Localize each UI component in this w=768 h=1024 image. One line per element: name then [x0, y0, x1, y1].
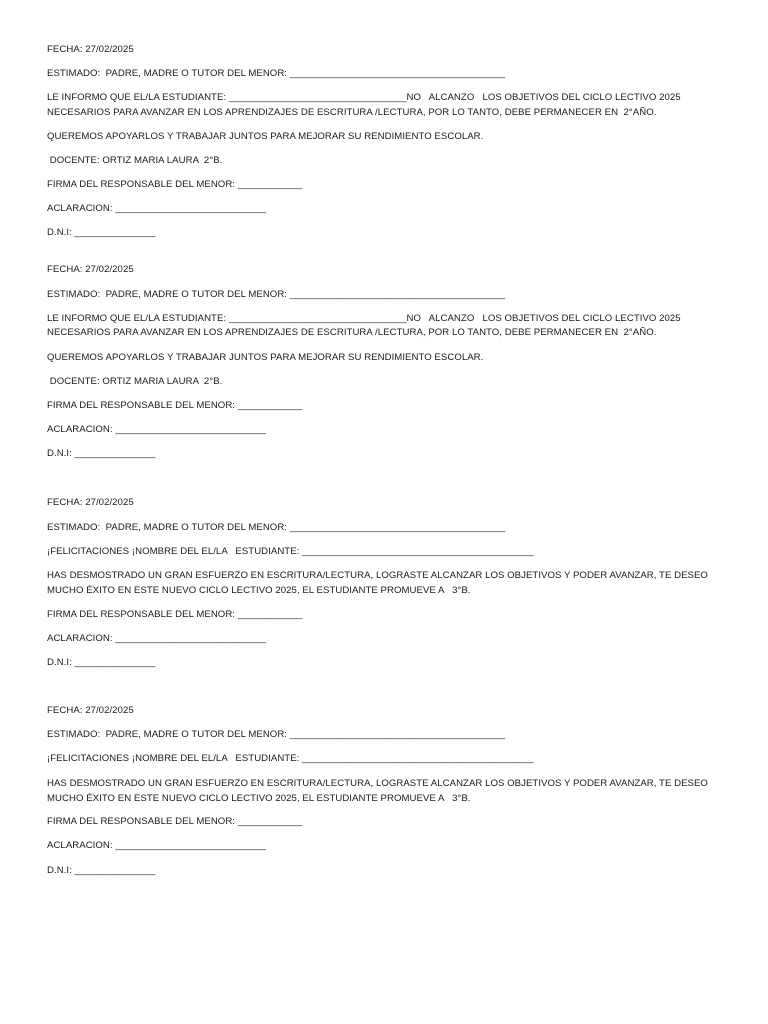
teacher-line: DOCENTE: ORTIZ MARIA LAURA 2°B. [47, 155, 223, 166]
signature-line: FIRMA DEL RESPONSABLE DEL MENOR: ____________ [47, 400, 303, 411]
info-line-1: LE INFORMO QUE EL/LA ESTUDIANTE: _________________________________NO ALCANZO LOS OBJETIVOS DEL CICLO LECTIVO 2025 [47, 313, 681, 324]
date-line: FECHA: 27/02/2025 [47, 264, 134, 275]
teacher-line: DOCENTE: ORTIZ MARIA LAURA 2°B. [47, 376, 223, 387]
greeting-line: ESTIMADO: PADRE, MADRE O TUTOR DEL MENOR: ________________________________________ [47, 289, 506, 300]
dni-line: D.N.I: _______________ [47, 865, 156, 876]
congrats-line: ¡FELICITACIONES ¡NOMBRE DEL EL/LA ESTUDIANTE: ___________________________________________ [47, 546, 534, 557]
clarification-line: ACLARACION: ____________________________ [47, 203, 267, 214]
support-line: QUEREMOS APOYARLOS Y TRABAJAR JUNTOS PARA MEJORAR SU RENDIMIENTO ESCOLAR. [47, 131, 484, 142]
clarification-line: ACLARACION: ____________________________ [47, 633, 267, 644]
info-line-1: LE INFORMO QUE EL/LA ESTUDIANTE: _________________________________NO ALCANZO LOS OBJETIVOS DEL CICLO LECTIVO 2025 [47, 92, 681, 103]
congrats-line: ¡FELICITACIONES ¡NOMBRE DEL EL/LA ESTUDIANTE: ___________________________________________ [47, 753, 534, 764]
dni-line: D.N.I: _______________ [47, 657, 156, 668]
info-line-2: NECESARIOS PARA AVANZAR EN LOS APRENDIZAJES DE ESCRITURA /LECTURA, POR LO TANTO, DEBE PERMANECER EN 2°AÑO. [47, 327, 657, 338]
support-line: QUEREMOS APOYARLOS Y TRABAJAR JUNTOS PARA MEJORAR SU RENDIMIENTO ESCOLAR. [47, 352, 484, 363]
dni-line: D.N.I: _______________ [47, 227, 156, 238]
effort-line-2: MUCHO ÉXITO EN ESTE NUEVO CICLO LECTIVO 2025, EL ESTUDIANTE PROMUEVE A 3°B. [47, 585, 471, 596]
clarification-line: ACLARACION: ____________________________ [47, 424, 267, 435]
greeting-line: ESTIMADO: PADRE, MADRE O TUTOR DEL MENOR: ________________________________________ [47, 522, 506, 533]
dni-line: D.N.I: _______________ [47, 448, 156, 459]
signature-line: FIRMA DEL RESPONSABLE DEL MENOR: ____________ [47, 816, 303, 827]
info-line-2: NECESARIOS PARA AVANZAR EN LOS APRENDIZAJES DE ESCRITURA /LECTURA, POR LO TANTO, DEBE PERMANECER EN 2°AÑO. [47, 107, 657, 118]
greeting-line: ESTIMADO: PADRE, MADRE O TUTOR DEL MENOR: ________________________________________ [47, 68, 506, 79]
clarification-line: ACLARACION: ____________________________ [47, 840, 267, 851]
date-line: FECHA: 27/02/2025 [47, 497, 134, 508]
effort-line-1: HAS DESMOSTRADO UN GRAN ESFUERZO EN ESCRITURA/LECTURA, LOGRASTE ALCANZAR LOS OBJETIVOS Y PODER AVANZAR, TE DESEO [47, 570, 708, 581]
greeting-line: ESTIMADO: PADRE, MADRE O TUTOR DEL MENOR: ________________________________________ [47, 729, 506, 740]
signature-line: FIRMA DEL RESPONSABLE DEL MENOR: ____________ [47, 179, 303, 190]
date-line: FECHA: 27/02/2025 [47, 705, 134, 716]
effort-line-1: HAS DESMOSTRADO UN GRAN ESFUERZO EN ESCRITURA/LECTURA, LOGRASTE ALCANZAR LOS OBJETIVOS Y PODER AVANZAR, TE DESEO [47, 778, 708, 789]
signature-line: FIRMA DEL RESPONSABLE DEL MENOR: ____________ [47, 609, 303, 620]
date-line: FECHA: 27/02/2025 [47, 44, 134, 55]
effort-line-2: MUCHO ÉXITO EN ESTE NUEVO CICLO LECTIVO 2025, EL ESTUDIANTE PROMUEVE A 3°B. [47, 793, 471, 804]
